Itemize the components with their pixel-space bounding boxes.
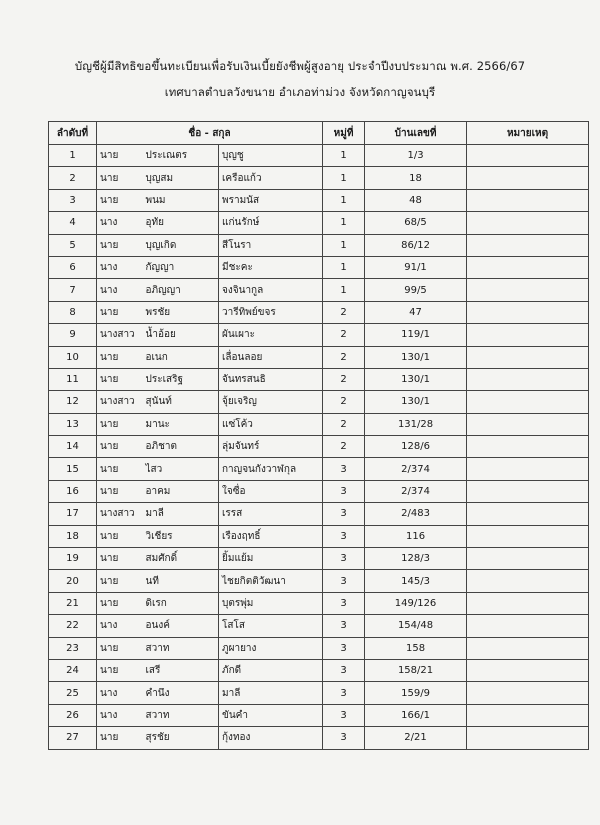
row-house-number: 130/1 — [365, 346, 467, 368]
row-moo: 3 — [323, 503, 365, 525]
row-first-name: มาลี — [143, 503, 219, 525]
row-title: นางสาว — [97, 391, 143, 413]
row-moo: 3 — [323, 637, 365, 659]
table-row — [49, 145, 589, 167]
row-note — [467, 234, 589, 256]
row-house-number: 47 — [365, 301, 467, 323]
row-title: นาย — [97, 637, 143, 659]
row-last-name: ใจซื่อ — [219, 480, 323, 502]
row-number: 18 — [49, 525, 97, 547]
row-note — [467, 525, 589, 547]
row-number: 26 — [49, 704, 97, 726]
row-moo: 3 — [323, 727, 365, 749]
row-number: 6 — [49, 256, 97, 278]
row-last-name: สีโนรา — [219, 234, 323, 256]
row-moo: 2 — [323, 413, 365, 435]
row-house-number: 158 — [365, 637, 467, 659]
row-moo: 1 — [323, 234, 365, 256]
col-header-house: บ้านเลขที่ — [365, 122, 467, 145]
row-first-name: กัญญา — [143, 256, 219, 278]
table-row — [49, 458, 589, 480]
row-title: นาย — [97, 301, 143, 323]
row-last-name: โสโส — [219, 615, 323, 637]
row-note — [467, 145, 589, 167]
row-note — [467, 391, 589, 413]
row-title: นาย — [97, 167, 143, 189]
row-house-number: 2/374 — [365, 480, 467, 502]
row-first-name: ดิเรก — [143, 592, 219, 614]
row-number: 1 — [49, 145, 97, 167]
row-first-name: พนม — [143, 189, 219, 211]
row-moo: 3 — [323, 615, 365, 637]
row-last-name: กาญจนกังวาฬกุล — [219, 458, 323, 480]
row-note — [467, 436, 589, 458]
row-last-name: จงจินากูล — [219, 279, 323, 301]
row-house-number: 1/3 — [365, 145, 467, 167]
row-last-name: ภูผายาง — [219, 637, 323, 659]
col-header-note: หมายเหตุ — [467, 122, 589, 145]
table-row — [49, 659, 589, 681]
table-row — [49, 615, 589, 637]
row-first-name: อภิชาต — [143, 436, 219, 458]
row-note — [467, 212, 589, 234]
row-house-number: 130/1 — [365, 391, 467, 413]
row-first-name: สวาท — [143, 637, 219, 659]
row-last-name: ยิ้มแย้ม — [219, 548, 323, 570]
row-moo: 2 — [323, 436, 365, 458]
row-note — [467, 346, 589, 368]
row-number: 12 — [49, 391, 97, 413]
row-last-name: จันทรสนธิ — [219, 368, 323, 390]
row-title: นาย — [97, 727, 143, 749]
row-first-name: เสรี — [143, 659, 219, 681]
row-number: 4 — [49, 212, 97, 234]
row-first-name: สมศักดิ์ — [143, 548, 219, 570]
row-moo: 2 — [323, 346, 365, 368]
row-house-number: 91/1 — [365, 256, 467, 278]
row-last-name: ขันคำ — [219, 704, 323, 726]
row-first-name: สวาท — [143, 704, 219, 726]
registry-table — [48, 121, 589, 750]
row-number: 17 — [49, 503, 97, 525]
row-house-number: 128/6 — [365, 436, 467, 458]
row-number: 13 — [49, 413, 97, 435]
table-header-row — [49, 122, 589, 145]
table-row — [49, 167, 589, 189]
row-moo: 2 — [323, 368, 365, 390]
row-moo: 1 — [323, 167, 365, 189]
row-house-number: 2/483 — [365, 503, 467, 525]
row-title: นาง — [97, 704, 143, 726]
row-first-name: มานะ — [143, 413, 219, 435]
table-row — [49, 637, 589, 659]
table-row — [49, 301, 589, 323]
row-first-name: วิเชียร — [143, 525, 219, 547]
row-note — [467, 189, 589, 211]
table-row — [49, 525, 589, 547]
row-number: 21 — [49, 592, 97, 614]
row-house-number: 48 — [365, 189, 467, 211]
row-house-number: 145/3 — [365, 570, 467, 592]
row-moo: 2 — [323, 391, 365, 413]
row-note — [467, 637, 589, 659]
row-house-number: 131/28 — [365, 413, 467, 435]
row-moo: 3 — [323, 570, 365, 592]
row-first-name: บุญเกิด — [143, 234, 219, 256]
row-title: นาง — [97, 256, 143, 278]
row-house-number: 149/126 — [365, 592, 467, 614]
table-row — [49, 413, 589, 435]
row-title: นาย — [97, 234, 143, 256]
row-first-name: พรชัย — [143, 301, 219, 323]
row-note — [467, 659, 589, 681]
row-moo: 3 — [323, 682, 365, 704]
row-title: นาย — [97, 659, 143, 681]
row-note — [467, 615, 589, 637]
row-number: 24 — [49, 659, 97, 681]
row-note — [467, 592, 589, 614]
row-moo: 3 — [323, 659, 365, 681]
row-house-number: 159/9 — [365, 682, 467, 704]
row-title: นาง — [97, 615, 143, 637]
row-last-name: พรามนัส — [219, 189, 323, 211]
row-number: 22 — [49, 615, 97, 637]
table-row — [49, 570, 589, 592]
row-house-number: 99/5 — [365, 279, 467, 301]
row-house-number: 2/21 — [365, 727, 467, 749]
row-first-name: อภิญญา — [143, 279, 219, 301]
row-first-name: อเนก — [143, 346, 219, 368]
row-last-name: มีชะคะ — [219, 256, 323, 278]
row-title: นาย — [97, 480, 143, 502]
row-moo: 1 — [323, 145, 365, 167]
row-moo: 1 — [323, 212, 365, 234]
row-moo: 3 — [323, 458, 365, 480]
table-row — [49, 682, 589, 704]
row-number: 10 — [49, 346, 97, 368]
row-note — [467, 570, 589, 592]
table-row — [49, 279, 589, 301]
row-first-name: ไสว — [143, 458, 219, 480]
table-row — [49, 212, 589, 234]
table-row — [49, 480, 589, 502]
row-number: 16 — [49, 480, 97, 502]
row-first-name: อาคม — [143, 480, 219, 502]
row-note — [467, 682, 589, 704]
row-first-name: นที — [143, 570, 219, 592]
row-house-number: 2/374 — [365, 458, 467, 480]
row-title: นางสาว — [97, 503, 143, 525]
row-number: 20 — [49, 570, 97, 592]
row-moo: 3 — [323, 592, 365, 614]
row-last-name: ผันเผาะ — [219, 324, 323, 346]
document-title: บัญชีผู้มีสิทธิขอขึ้นทะเบียนเพื่อรับเงินเบี้ยยังชีพผู้สูงอายุ ประจำปีงบประมาณ พ.ศ. 2566/67 — [74, 59, 526, 73]
table-row — [49, 234, 589, 256]
table-row — [49, 436, 589, 458]
row-first-name: ประเณตร — [143, 145, 219, 167]
row-house-number: 116 — [365, 525, 467, 547]
row-house-number: 166/1 — [365, 704, 467, 726]
row-first-name: บุญสม — [143, 167, 219, 189]
row-title: นางสาว — [97, 324, 143, 346]
col-header-name: ชื่อ - สกุล — [97, 122, 323, 145]
row-title: นาย — [97, 592, 143, 614]
row-moo: 2 — [323, 301, 365, 323]
row-last-name: บุญชู — [219, 145, 323, 167]
row-last-name: เรรส — [219, 503, 323, 525]
table-row — [49, 727, 589, 749]
row-last-name: ลุ่มจันทร์ — [219, 436, 323, 458]
row-note — [467, 324, 589, 346]
row-number: 5 — [49, 234, 97, 256]
row-last-name: ภักดี — [219, 659, 323, 681]
row-moo: 2 — [323, 324, 365, 346]
row-first-name: น้ำอ้อย — [143, 324, 219, 346]
row-title: นาย — [97, 458, 143, 480]
row-house-number: 119/1 — [365, 324, 467, 346]
row-house-number: 86/12 — [365, 234, 467, 256]
row-last-name: เลื่อนลอย — [219, 346, 323, 368]
row-moo: 3 — [323, 548, 365, 570]
row-note — [467, 704, 589, 726]
row-number: 25 — [49, 682, 97, 704]
document-subtitle: เทศบาลตำบลวังขนาย อำเภอท่าม่วง จังหวัดกาญจนบุรี — [164, 85, 436, 99]
table-row — [49, 324, 589, 346]
row-moo: 1 — [323, 189, 365, 211]
row-last-name: เครือแก้ว — [219, 167, 323, 189]
row-title: นาย — [97, 436, 143, 458]
row-title: นาย — [97, 413, 143, 435]
row-number: 11 — [49, 368, 97, 390]
row-note — [467, 458, 589, 480]
row-title: นาง — [97, 279, 143, 301]
row-note — [467, 548, 589, 570]
row-note — [467, 503, 589, 525]
row-number: 2 — [49, 167, 97, 189]
table-row — [49, 189, 589, 211]
row-last-name: กุ้งทอง — [219, 727, 323, 749]
row-first-name: คำนึง — [143, 682, 219, 704]
row-note — [467, 368, 589, 390]
row-house-number: 128/3 — [365, 548, 467, 570]
table-row — [49, 346, 589, 368]
row-first-name: ประเสริฐ — [143, 368, 219, 390]
table-row — [49, 548, 589, 570]
row-number: 27 — [49, 727, 97, 749]
table-row — [49, 256, 589, 278]
row-title: นาง — [97, 212, 143, 234]
row-house-number: 154/48 — [365, 615, 467, 637]
row-number: 8 — [49, 301, 97, 323]
row-first-name: สุรชัย — [143, 727, 219, 749]
row-moo: 3 — [323, 480, 365, 502]
row-title: นาย — [97, 525, 143, 547]
table-row — [49, 704, 589, 726]
col-header-no: ลำดับที่ — [49, 122, 97, 145]
row-note — [467, 301, 589, 323]
row-last-name: เรืองฤทธิ์ — [219, 525, 323, 547]
row-number: 19 — [49, 548, 97, 570]
row-first-name: อุทัย — [143, 212, 219, 234]
row-last-name: วารีทิพย์ขจร — [219, 301, 323, 323]
row-last-name: บุตรพุ่ม — [219, 592, 323, 614]
row-last-name: จุ้ยเจริญ — [219, 391, 323, 413]
row-moo: 3 — [323, 525, 365, 547]
row-first-name: อนงค์ — [143, 615, 219, 637]
row-note — [467, 167, 589, 189]
row-last-name: มาลี — [219, 682, 323, 704]
row-house-number: 18 — [365, 167, 467, 189]
row-last-name: ไชยกิตติวัฒนา — [219, 570, 323, 592]
table-row — [49, 391, 589, 413]
row-house-number: 68/5 — [365, 212, 467, 234]
row-moo: 1 — [323, 279, 365, 301]
row-title: นาย — [97, 189, 143, 211]
row-title: นาย — [97, 548, 143, 570]
row-title: นาย — [97, 368, 143, 390]
row-note — [467, 413, 589, 435]
row-moo: 1 — [323, 256, 365, 278]
row-moo: 3 — [323, 704, 365, 726]
col-header-moo: หมู่ที่ — [323, 122, 365, 145]
row-number: 23 — [49, 637, 97, 659]
row-number: 3 — [49, 189, 97, 211]
row-note — [467, 256, 589, 278]
row-house-number: 130/1 — [365, 368, 467, 390]
row-note — [467, 727, 589, 749]
row-last-name: แซ่โค้ว — [219, 413, 323, 435]
row-title: นาย — [97, 346, 143, 368]
row-number: 7 — [49, 279, 97, 301]
row-title: นาย — [97, 570, 143, 592]
row-first-name: สุนันท์ — [143, 391, 219, 413]
table-row — [49, 503, 589, 525]
table-row — [49, 368, 589, 390]
row-number: 15 — [49, 458, 97, 480]
row-last-name: แก่นรักษ์ — [219, 212, 323, 234]
row-title: นาย — [97, 145, 143, 167]
row-number: 14 — [49, 436, 97, 458]
table-row — [49, 592, 589, 614]
row-note — [467, 279, 589, 301]
row-house-number: 158/21 — [365, 659, 467, 681]
row-number: 9 — [49, 324, 97, 346]
row-note — [467, 480, 589, 502]
row-title: นาง — [97, 682, 143, 704]
